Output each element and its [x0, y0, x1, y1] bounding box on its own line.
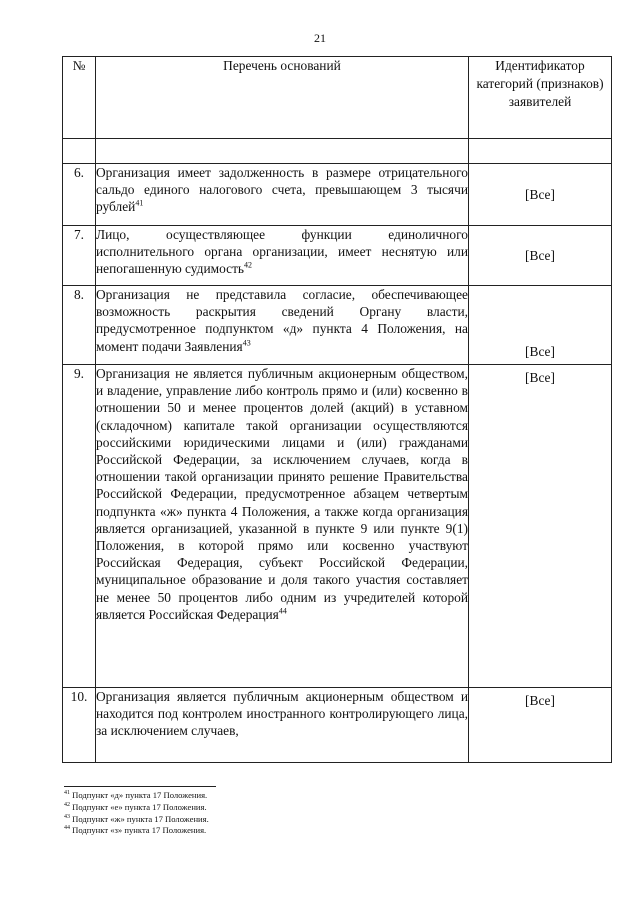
table-row	[63, 286, 612, 365]
row-text: Лицо, осуществляющее функции единоличного исполнительного органа организации, имеет неснятую или непогашенную судимость$^{42}$	[96, 226, 469, 286]
grounds-table	[62, 56, 612, 763]
header-grounds-list: Перечень оснований	[96, 57, 469, 139]
footnotes	[64, 790, 209, 837]
footnote: $^{41}$ Подпункт «д» пункта 17 Положения.	[64, 790, 208, 800]
row-category-id: [Все]	[469, 286, 612, 365]
page-number: 21	[314, 31, 326, 45]
row-number: 9.	[63, 365, 96, 688]
table-row	[63, 365, 612, 688]
footnote: $^{43}$ Подпункт «ж» пункта 17 Положения.	[64, 813, 209, 824]
row-category-id: [Все]	[469, 688, 612, 763]
footnote: $^{42}$ Подпункт «е» пункта 17 Положения.	[64, 801, 207, 812]
footnote-ref[interactable]: 43	[242, 338, 251, 348]
row-text: Организация является публичным акционерным обществом и находится под контролем иностранного контролирующего лица, за исключением случаев,	[96, 688, 469, 763]
footnote: $^{44}$ Подпункт «з» пункта 17 Положения.	[64, 825, 207, 836]
row-text: Организация имеет задолженность в размере отрицательного сальдо единого налогового счета, превышающем 3 тысячи рублей$^{41}$	[96, 164, 469, 226]
header-number: №	[63, 57, 96, 139]
footnote-ref[interactable]: 41	[135, 198, 144, 208]
row-category-id: [Все]	[469, 365, 612, 688]
row-number: 10.	[63, 688, 96, 763]
row-text: Организация не является публичным акционерным обществом, и владение, управление либо контроль прямо и (или) косвенно в отношении 50 и менее процентов долей (акций) в уставном (складочном) капитале такой организации осуществляются российскими юридическими лицами и (или) гражданами Российской Федерации, за исключением случаев, когда в отношении такой организации принято решение Правительства Российской Федерации, предусмотренное абзацем четвертым подпункта «ж» пункта 4 Положения, а также когда организация является организацией, указанной в пункте 9 или пункте 9(1) Положения, в которой прямо или косвенно участвуют Российская Федерация, субъект Российской Федерации, муниципальное образование и доля такого участия составляет не менее 50 процентов либо одним из учредителей которой является Российская Федерация$^{44}$	[96, 365, 469, 688]
table-row	[63, 226, 612, 286]
table-row-empty	[63, 139, 612, 164]
table-header-row	[63, 57, 612, 139]
row-number: 8.	[63, 286, 96, 365]
row-number: 6.	[63, 164, 96, 226]
row-number: 7.	[63, 226, 96, 286]
row-category-id: [Все]	[469, 226, 612, 286]
row-category-id: [Все]	[469, 164, 612, 226]
header-applicant-category-id: Идентификатор категорий (признаков) заявителей	[469, 57, 612, 139]
footnote-separator	[64, 786, 216, 787]
table-row	[63, 164, 612, 226]
footnote-ref[interactable]: 44	[278, 606, 287, 616]
row-text: Организация не представила согласие, обеспечивающее возможность раскрытия сведений Органу власти, предусмотренное подпунктом «д» пункта 4 Положения, на момент подачи Заявления$^{43}$	[96, 286, 469, 365]
table-row	[63, 688, 612, 763]
footnote-ref[interactable]: 42	[244, 260, 253, 270]
